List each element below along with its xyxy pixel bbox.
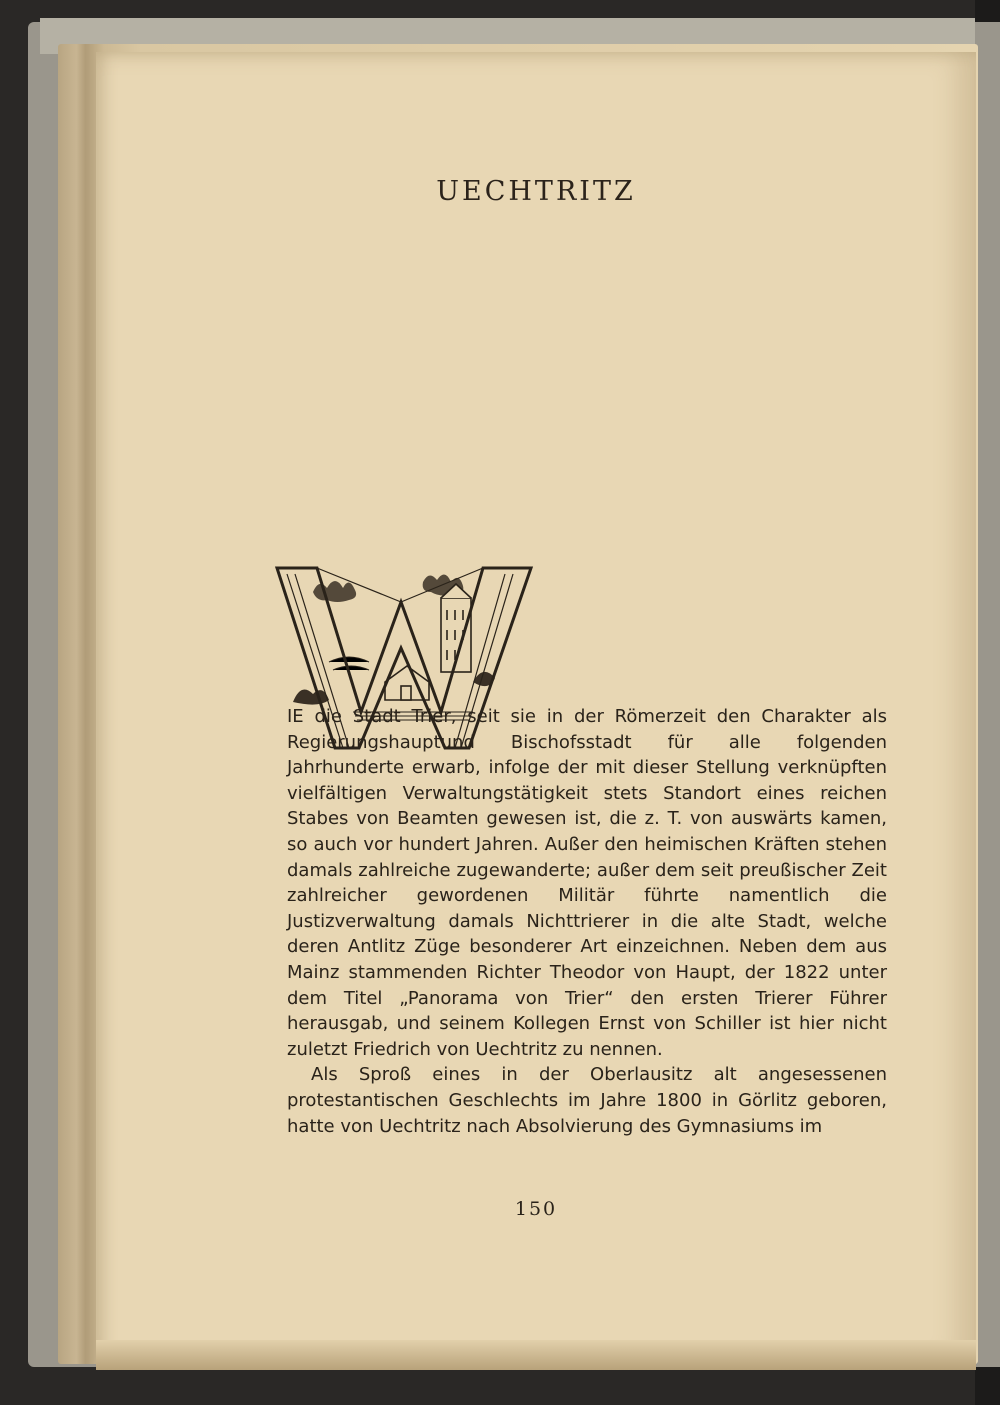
paragraph-1 [287,704,887,1062]
chapter-heading: UECHTRITZ [436,176,636,207]
body-text [287,704,887,1139]
paragraph-2: Als Sproß eines in der Oberlausitz alt angesessenen protestantischen Geschlechts im Jahre 1800 in Görlitz geboren, hatte von Uechtritz nach Absolvierung des Gymnasiums im [287,1064,887,1137]
page-number: 150 [514,1198,558,1220]
paragraph-1-text: IE die Stadt Trier, seit sie in der Römerzeit den Charakter als Regierungshauptund Bischofsstadt für alle folgenden Jahrhunderte erwarb, infolge der mit dieser Stellung verknüpften vielfältigen Verwaltungstätigkeit stets Standort eines reichen Stabes von Beamten gewesen ist, die z. T. von auswärts kamen, so auch vor hundert Jahren. Außer den heimischen Kräften stehen damals zahlreiche zugewanderte; außer dem seit preußischer Zeit zahlreicher gewordenen Militär führte namentlich die Justizverwaltung damals Nichttrierer in die alte Stadt, welche deren Antlitz Züge besonderer Art einzeichnen. Neben dem aus Mainz stammenden Richter Theodor von Haupt, der 1822 unter dem Titel „Panorama von Trier“ den ersten Trierer Führer herausgab, und seinem Kollegen Ernst von Schiller ist hier nicht zuletzt Friedrich von Uechtritz zu nennen. [287,706,887,1060]
decorated-initial-w [273,562,483,668]
page-bottom-edge [96,1340,976,1370]
